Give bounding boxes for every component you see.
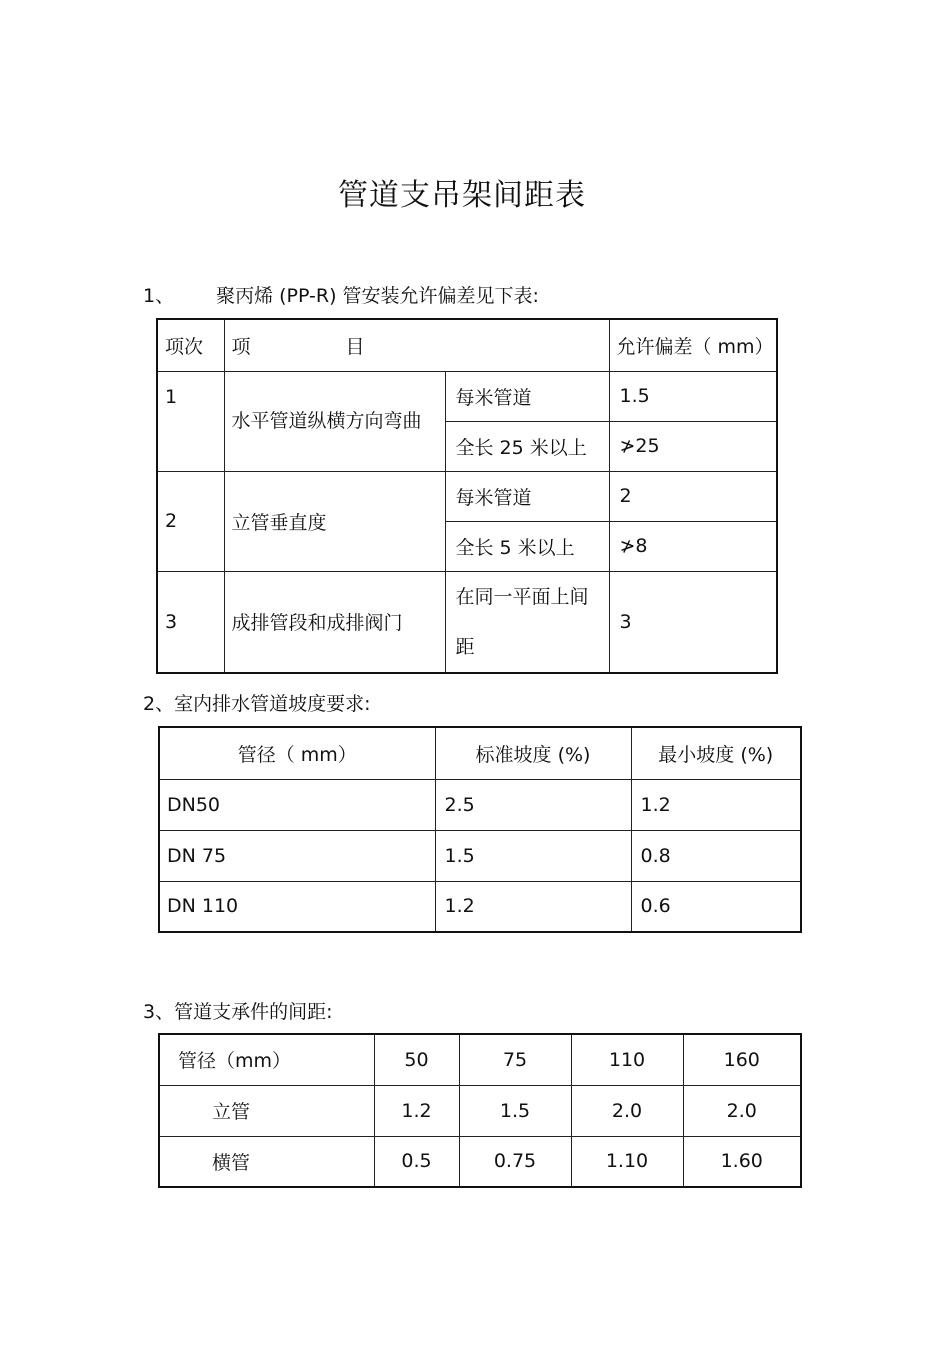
spacing-row-vertical-75: 1.5 xyxy=(459,1085,571,1136)
spacing-row-horizontal-110: 1.10 xyxy=(571,1136,683,1187)
row2-val1: 2 xyxy=(609,471,777,521)
slope-header-diameter: 管径（ mm） xyxy=(159,727,435,779)
row1-sub1: 每米管道 xyxy=(445,371,609,421)
slope-row1-minimum: 1.2 xyxy=(631,779,801,830)
header-item: 项 目 xyxy=(224,319,609,371)
spacing-row-vertical-160: 2.0 xyxy=(683,1085,801,1136)
section3-heading: 3、管道支承件的间距: xyxy=(143,1001,333,1023)
slope-row2-minimum: 0.8 xyxy=(631,830,801,881)
spacing-row-horizontal-label: 横管 xyxy=(159,1136,374,1187)
section1-number: 1、 xyxy=(143,285,175,307)
row1-val2: ≯25 xyxy=(609,421,777,471)
spacing-header-110: 110 xyxy=(571,1034,683,1085)
row2-item: 立管垂直度 xyxy=(224,471,445,571)
row1-no: 1 xyxy=(157,371,224,471)
slope-row2-standard: 1.5 xyxy=(435,830,631,881)
slope-row3-diameter: DN 110 xyxy=(159,881,435,932)
slope-row3-standard: 1.2 xyxy=(435,881,631,932)
header-tolerance: 允许偏差（ mm） xyxy=(609,319,777,371)
spacing-header-50: 50 xyxy=(374,1034,459,1085)
spacing-row-horizontal-160: 1.60 xyxy=(683,1136,801,1187)
row2-sub2: 全长 5 米以上 xyxy=(445,521,609,571)
slope-row1-standard: 2.5 xyxy=(435,779,631,830)
spacing-row-horizontal-75: 0.75 xyxy=(459,1136,571,1187)
spacing-header-160: 160 xyxy=(683,1034,801,1085)
row2-sub1: 每米管道 xyxy=(445,471,609,521)
row2-val2: ≯8 xyxy=(609,521,777,571)
slope-header-minimum: 最小坡度 (%) xyxy=(631,727,801,779)
spacing-row-vertical-label: 立管 xyxy=(159,1085,374,1136)
row1-item: 水平管道纵横方向弯曲 xyxy=(224,371,445,471)
page-title: 管道支吊架间距表 xyxy=(338,178,586,213)
row3-item: 成排管段和成排阀门 xyxy=(224,571,445,673)
slope-row2-diameter: DN 75 xyxy=(159,830,435,881)
spacing-row-vertical-110: 2.0 xyxy=(571,1085,683,1136)
row1-val1: 1.5 xyxy=(609,371,777,421)
row3-sub1: 在同一平面上间距 xyxy=(445,571,609,673)
row2-no: 2 xyxy=(157,471,224,571)
spacing-header-75: 75 xyxy=(459,1034,571,1085)
spacing-row-vertical-50: 1.2 xyxy=(374,1085,459,1136)
row3-val1: 3 xyxy=(609,571,777,673)
slope-row1-diameter: DN50 xyxy=(159,779,435,830)
section1-text: 聚丙烯 (PP-R) 管安装允许偏差见下表: xyxy=(216,285,539,307)
section2-heading: 2、室内排水管道坡度要求: xyxy=(143,693,371,715)
spacing-header-diameter: 管径（mm） xyxy=(159,1034,374,1085)
slope-table xyxy=(158,726,802,933)
slope-header-standard: 标准坡度 (%) xyxy=(435,727,631,779)
slope-row3-minimum: 0.6 xyxy=(631,881,801,932)
row3-no: 3 xyxy=(157,571,224,673)
support-spacing-table xyxy=(158,1033,802,1188)
tolerance-table xyxy=(156,318,778,674)
section1-heading xyxy=(143,281,539,308)
row1-sub2: 全长 25 米以上 xyxy=(445,421,609,471)
spacing-row-horizontal-50: 0.5 xyxy=(374,1136,459,1187)
header-item-no: 项次 xyxy=(157,319,224,371)
